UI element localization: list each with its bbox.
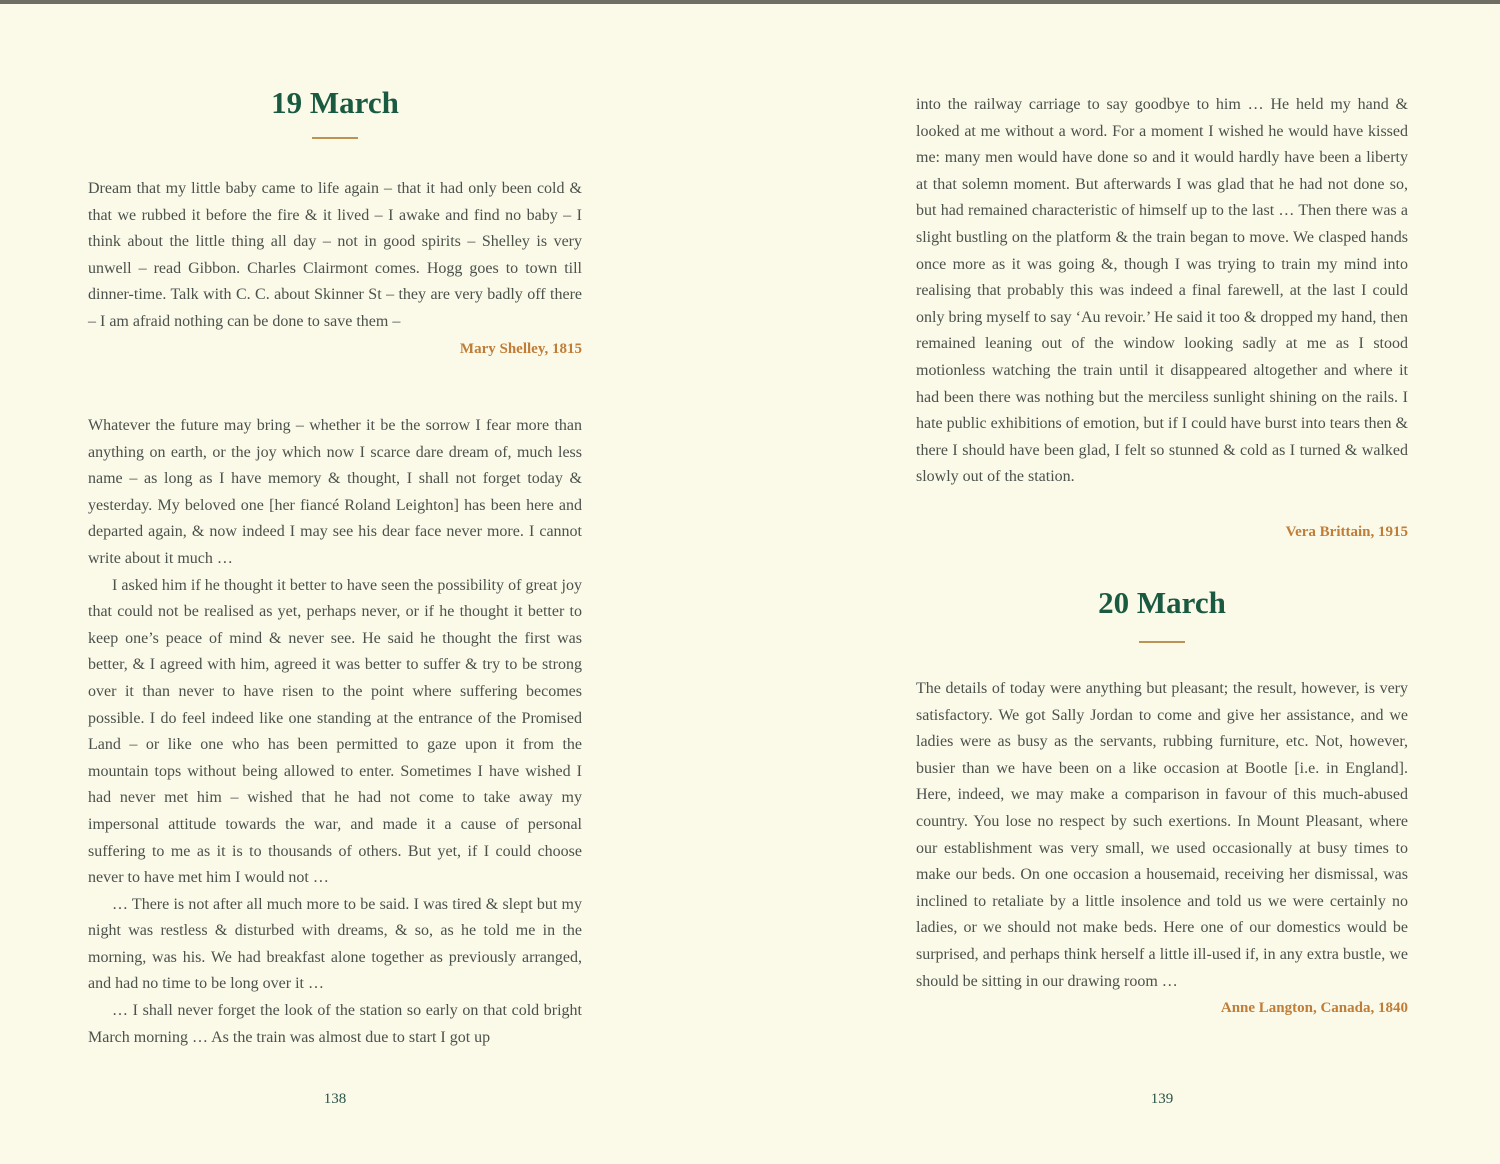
entry-paragraph: I asked him if he thought it better to have seen the possibility of great joy that could not be realised as yet, perhaps never, or if he thought it better to keep one’s peace of mind & never see. He said he thought the first was better, & I agreed with him, agreed it was better to suffer & try to be strong over it than never to have risen to the point where suffering becomes possible. I do feel indeed like one standing at the entrance of the Promised Land – or like one who has been permitted to gaze upon it from the mountain tops without being allowed to enter. Sometimes I have wished I had never met him – wished that he had not come to take away my impersonal attitude towards the war, and made it a cause of personal suffering to me as it is to thousands of others. But yet, if I could choose never to have met him I would not … — [88, 576, 582, 887]
heading-divider — [312, 137, 358, 139]
diary-entry-vera-brittain-continued — [916, 92, 1408, 491]
entry-attribution-anne-langton: Anne Langton, Canada, 1840 — [1220, 1000, 1408, 1016]
left-page — [88, 0, 582, 1164]
entry-paragraph: into the railway carriage to say goodbye to him … He held my hand & looked at me without a word. For a moment I wished he would have kissed me: many men would have done so and it would hardly have been a liberty at that solemn moment. But afterwards I was glad that he had not done so, but had remained characteristic of himself up to the last … Then there was a slight bustling on the platform & the train began to move. We clasped hands once more as it was going &, though I was trying to train my mind into realising that probably this was indeed a final farewell, at the last I could only bring myself to say ‘Au revoir.’ He said it too & dropped my hand, then remained leaning out of the window looking sadly at me as I stood motionless watching the train until it disappeared altogether and where it had been there was nothing but the merciless sunlight shining on the rails. I hate public exhibitions of emotion, but if I could have burst into tears then & there I should have been glad, I felt so stunned & cold as I turned & walked slowly out of the station. — [916, 96, 1408, 486]
date-heading-19-march: 19 March — [271, 85, 399, 120]
entry-attribution-vera-brittain: Vera Brittain, 1915 — [1285, 524, 1408, 540]
diary-entry-anne-langton — [916, 676, 1408, 995]
diary-entry-vera-brittain — [88, 413, 582, 1051]
entry-paragraph: Whatever the future may bring – whether it be the sorrow I fear more than anything on earth, or the joy which now I scarce dare dream of, much less name – as long as I have memory & thought, I shall not forget today & yesterday. My beloved one [her fiancé Roland Leighton] has been here and departed again, & now indeed I may see his dear face never more. I cannot write about it much … — [88, 417, 582, 567]
diary-entry-mary-shelley — [88, 176, 582, 336]
date-heading-20-march: 20 March — [1098, 585, 1226, 620]
entry-attribution-mary-shelley: Mary Shelley, 1815 — [459, 341, 582, 357]
right-page — [916, 0, 1408, 1164]
page-number-left: 138 — [323, 1091, 347, 1107]
entry-paragraph: … There is not after all much more to be said. I was tired & slept but my night was restless & disturbed with dreams, & so, as he told me in the morning, was his. We had breakfast alone together as previously arranged, and had no time to be long over it … — [88, 895, 582, 993]
page-number-right: 139 — [1150, 1091, 1174, 1107]
entry-paragraph: … I shall never forget the look of the station so early on that cold bright March morning … As the train was almost due to start I got up — [88, 1002, 582, 1046]
entry-paragraph: Dream that my little baby came to life again – that it had only been cold & that we rubbed it before the fire & it lived – I awake and find no baby – I think about the little thing all day – not in good spirits – Shelley is very unwell – read Gibbon. Charles Clairmont comes. Hogg goes to town till dinner-time. Talk with C. C. about Skinner St – they are very badly off there – I am afraid nothing can be done to save them – — [88, 180, 582, 330]
entry-paragraph: The details of today were anything but pleasant; the result, however, is very satisfactory. We got Sally Jordan to come and give her assistance, and we ladies were as busy as the servants, rubbing furniture, etc. Not, however, busier than we have been on a like occasion at Bootle [i.e. in England]. Here, indeed, we may make a comparison in favour of this much-abused country. You lose no respect by such exertions. In Mount Pleasant, where our establishment was very small, we used occasionally at busy times to make our beds. On one occasion a housemaid, receiving her dismissal, was inclined to retaliate by a little insolence and told us we were certainly no ladies, or we should not make beds. Here one of our domestics would be surprised, and perhaps think herself a little ill-used if, in any extra bustle, we should be sitting in our drawing room … — [916, 680, 1408, 990]
heading-divider — [1139, 641, 1185, 643]
